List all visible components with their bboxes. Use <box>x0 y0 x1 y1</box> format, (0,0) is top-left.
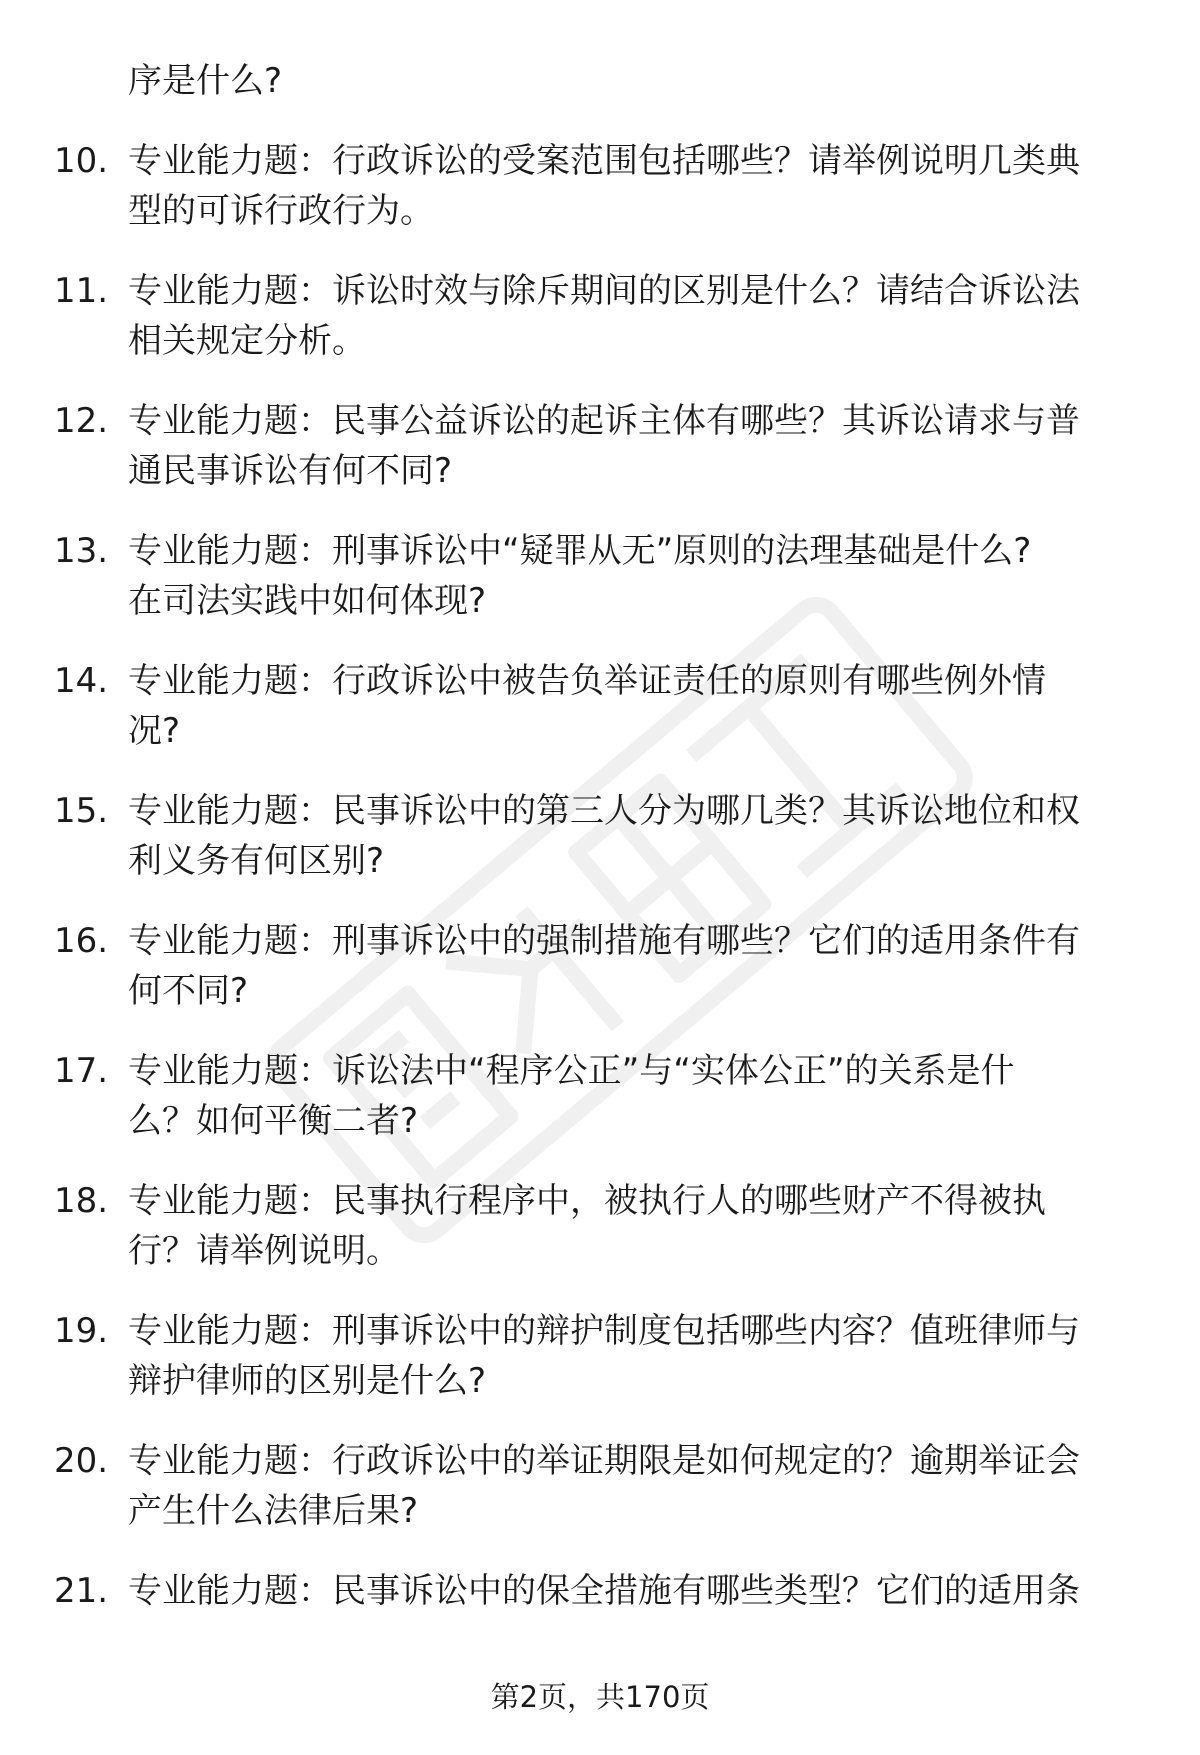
question-text <box>128 1436 1148 1536</box>
question-text-line: 产生什么法律后果? <box>128 1491 419 1531</box>
question-number: 11. <box>54 271 109 311</box>
question-number: 16. <box>54 921 109 961</box>
question-item <box>0 396 1200 496</box>
question-item <box>0 266 1200 366</box>
question-item <box>0 526 1200 626</box>
question-text <box>128 1566 1148 1616</box>
question-text <box>128 136 1148 236</box>
question-number: 18. <box>54 1181 109 1221</box>
question-item <box>0 656 1200 756</box>
question-number: 19. <box>54 1311 109 1351</box>
question-text-line: 辩护律师的区别是什么? <box>128 1361 487 1401</box>
question-text-line: 在司法实践中如何体现? <box>128 581 487 621</box>
question-text <box>128 786 1148 886</box>
question-text-line: 专业能力题：行政诉讼中的举证期限是如何规定的？逾期举证会 <box>128 1441 1080 1481</box>
question-text-line: 况? <box>128 711 181 751</box>
question-text <box>128 396 1148 496</box>
question-item <box>0 786 1200 886</box>
question-text-line: 行？请举例说明。 <box>128 1231 400 1271</box>
question-text-line: 专业能力题：民事公益诉讼的起诉主体有哪些？其诉讼请求与普 <box>128 401 1080 441</box>
question-item <box>0 916 1200 1016</box>
question-text <box>128 656 1148 756</box>
question-text-line: 专业能力题：民事执行程序中，被执行人的哪些财产不得被执 <box>128 1181 1046 1221</box>
question-text-line: 专业能力题：民事诉讼中的第三人分为哪几类？其诉讼地位和权 <box>128 791 1080 831</box>
question-text-line: 相关规定分析。 <box>128 321 366 361</box>
question-item <box>0 1306 1200 1406</box>
question-text-line: 专业能力题：刑事诉讼中的强制措施有哪些？它们的适用条件有 <box>128 921 1080 961</box>
question-item <box>0 1436 1200 1536</box>
question-number: 14. <box>54 661 109 701</box>
question-text <box>128 1046 1148 1146</box>
question-text-line: 何不同? <box>128 971 249 1011</box>
question-number: 20. <box>54 1441 109 1481</box>
question-text-line: 专业能力题：诉讼时效与除斥期间的区别是什么？请结合诉讼法 <box>128 271 1080 311</box>
question-text-line: 专业能力题：民事诉讼中的保全措施有哪些类型？它们的适用条 <box>128 1571 1080 1611</box>
question-number: 10. <box>54 141 109 181</box>
question-text-line: 专业能力题：行政诉讼中被告负举证责任的原则有哪些例外情 <box>128 661 1046 701</box>
question-text <box>128 1176 1148 1276</box>
question-text-line: 专业能力题：诉讼法中“程序公正”与“实体公正”的关系是什 <box>128 1051 1015 1091</box>
question-number: 17. <box>54 1051 109 1091</box>
question-text-line: 利义务有何区别? <box>128 841 385 881</box>
question-number: 13. <box>54 531 109 571</box>
question-number: 15. <box>54 791 109 831</box>
question-text <box>128 916 1148 1016</box>
question-text <box>128 1306 1148 1406</box>
question-item <box>0 136 1200 236</box>
question-text-line: 专业能力题：刑事诉讼中的辩护制度包括哪些内容？值班律师与 <box>128 1311 1080 1351</box>
question-item <box>0 1046 1200 1146</box>
question-text-line: 专业能力题：行政诉讼的受案范围包括哪些？请举例说明几类典 <box>128 141 1080 181</box>
page-footer: 第2页，共170页 <box>490 1680 710 1714</box>
question-text-line: 专业能力题：刑事诉讼中“疑罪从无”原则的法理基础是什么? <box>128 531 1032 571</box>
question-item <box>0 1566 1200 1616</box>
question-number: 12. <box>54 401 109 441</box>
question-text-line: 型的可诉行政行为。 <box>128 191 434 231</box>
continued-question-line: 序是什么? <box>128 61 283 101</box>
question-text <box>128 526 1148 626</box>
question-number: 21. <box>54 1571 109 1611</box>
question-list <box>0 56 1200 1616</box>
question-text-line: 通民事诉讼有何不同? <box>128 451 453 491</box>
question-text <box>128 266 1148 366</box>
question-text-line: 么？如何平衡二者? <box>128 1101 419 1141</box>
question-item <box>0 1176 1200 1276</box>
